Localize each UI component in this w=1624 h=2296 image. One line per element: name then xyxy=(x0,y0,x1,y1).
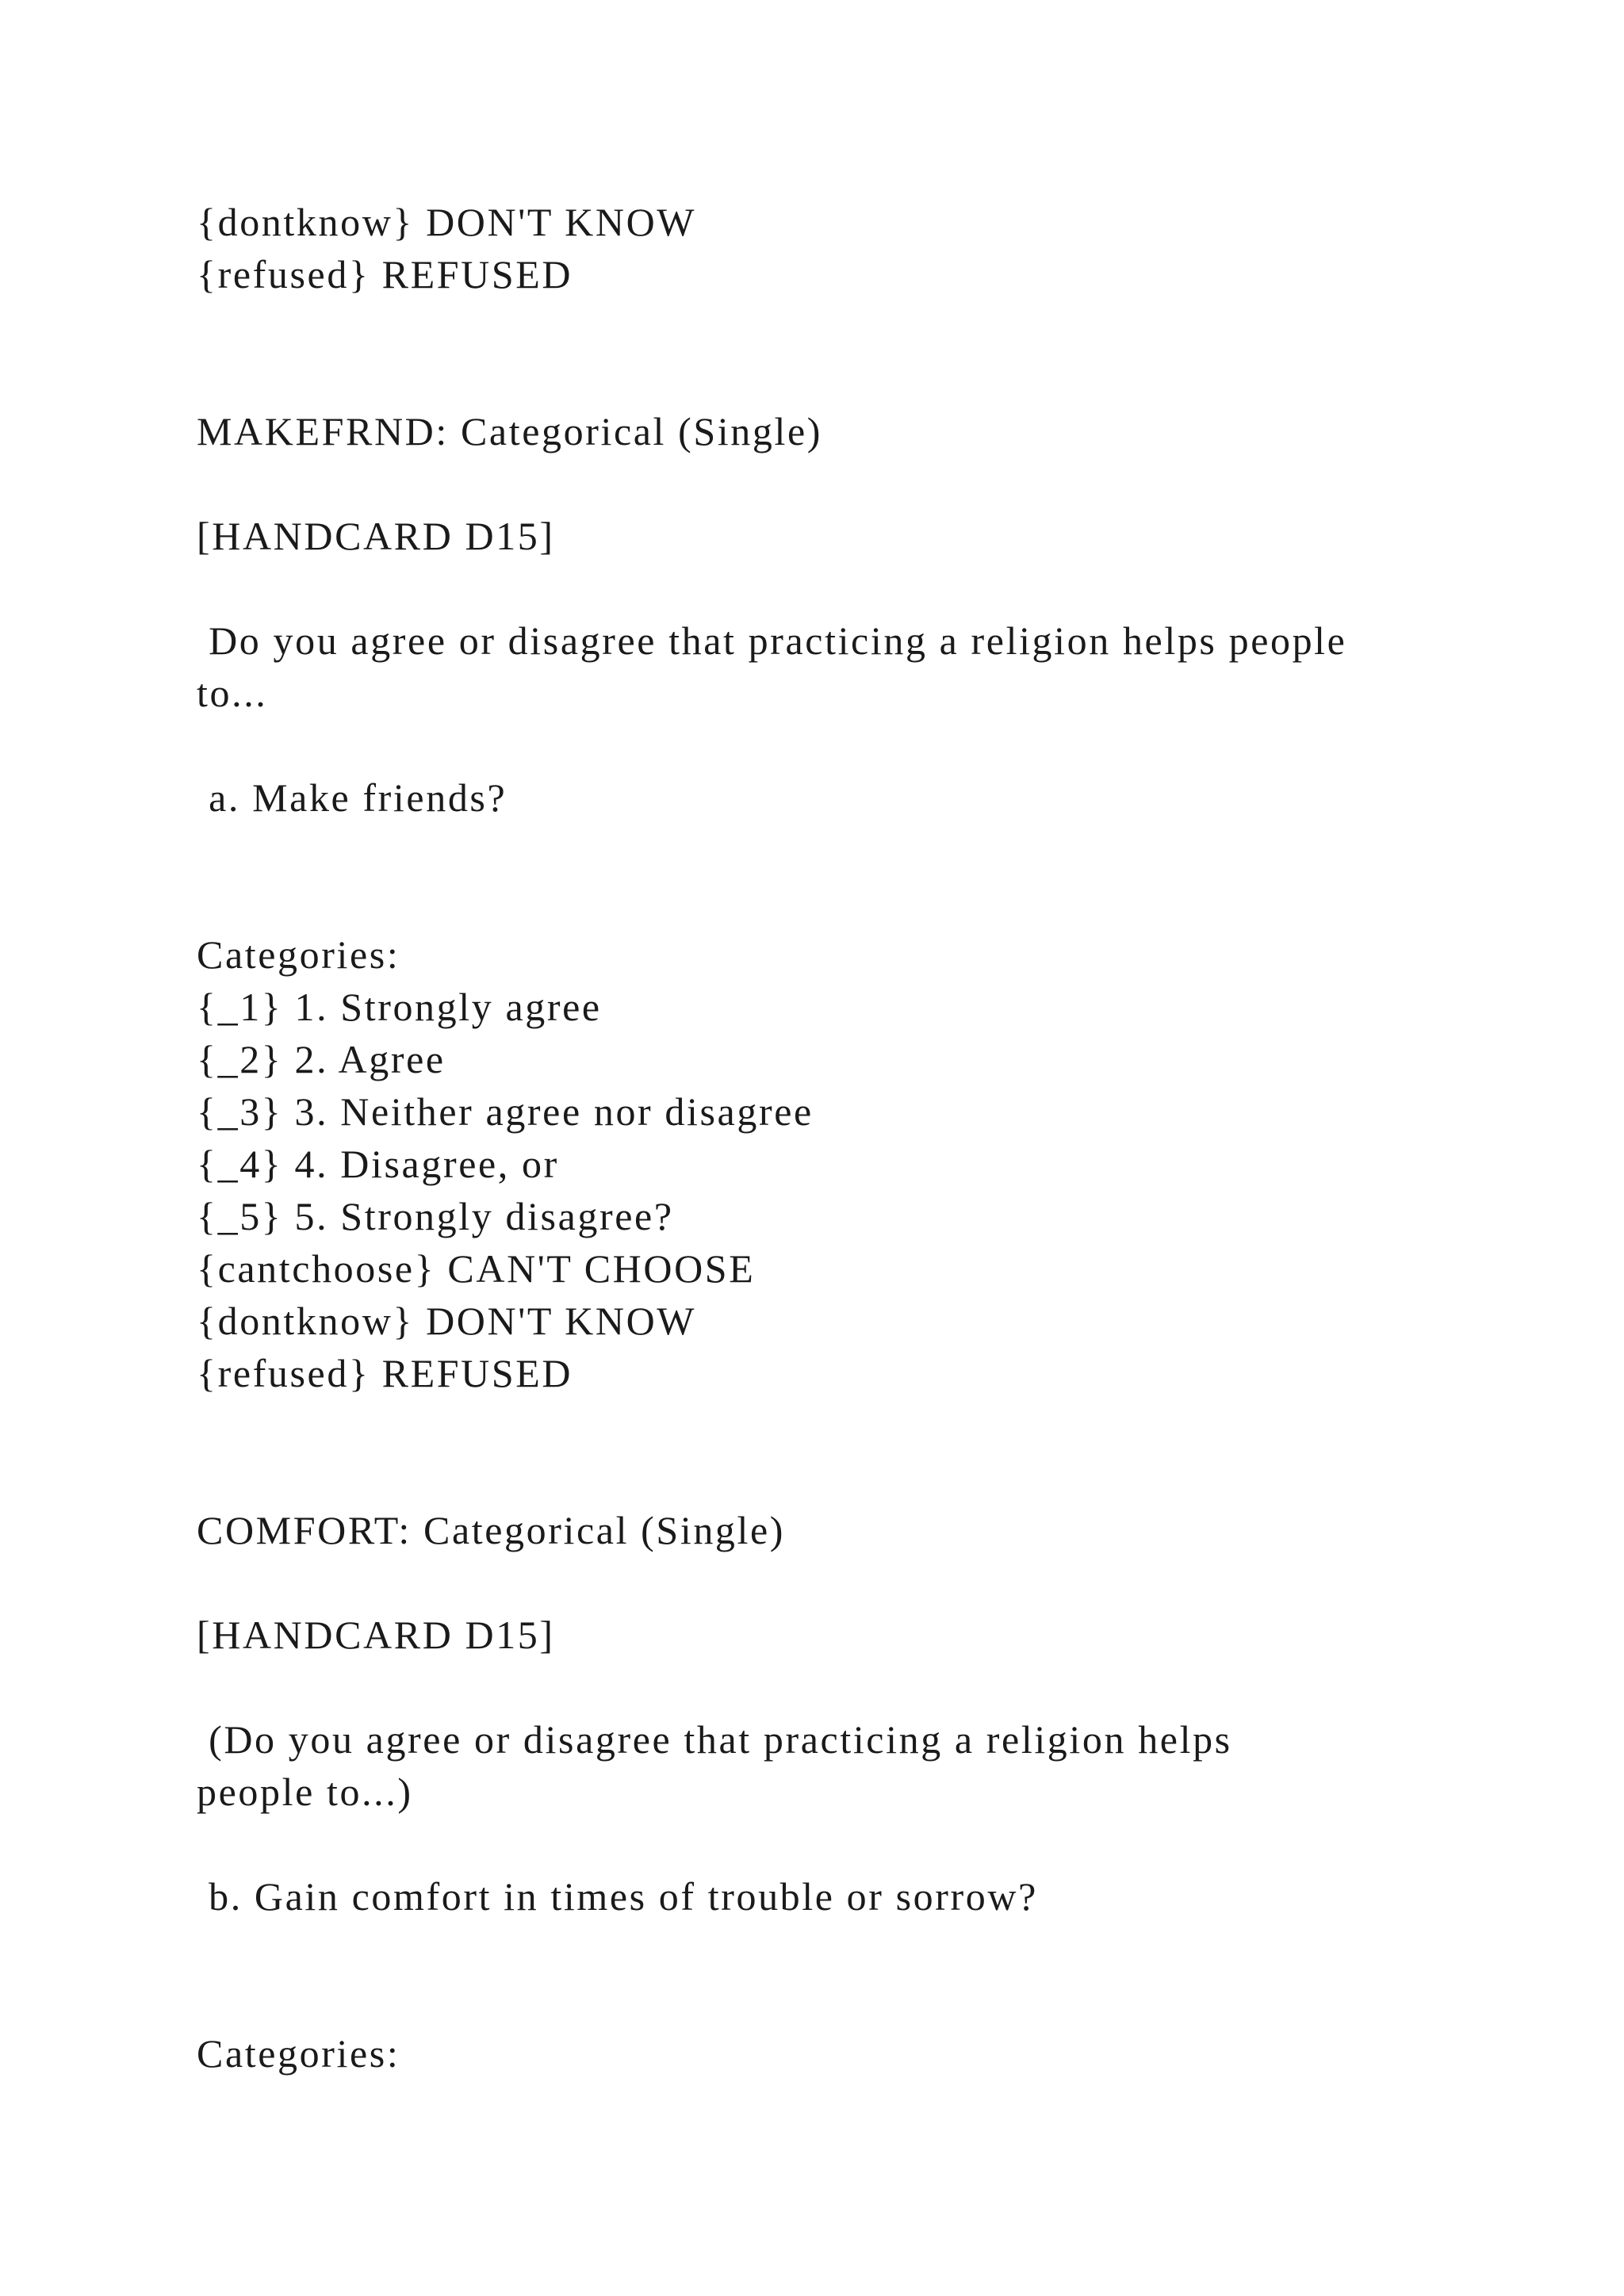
question-text-continued: to... xyxy=(197,671,268,715)
question-text: Do you agree or disagree that practicing a religion helps people xyxy=(197,618,1347,663)
category-option: {_1} 1. Strongly agree xyxy=(197,985,602,1029)
question-header-comfort: COMFORT: Categorical (Single) xyxy=(197,1508,786,1552)
category-option: {_5} 5. Strongly disagree? xyxy=(197,1194,674,1238)
handcard-label: [HANDCARD D15] xyxy=(197,514,555,558)
category-option: {_2} 2. Agree xyxy=(197,1037,446,1081)
category-option: {dontknow} DON'T KNOW xyxy=(197,1299,697,1343)
categories-label: Categories: xyxy=(197,2031,400,2076)
category-option: {_4} 4. Disagree, or xyxy=(197,1142,559,1186)
category-option: {cantchoose} CAN'T CHOOSE xyxy=(197,1246,756,1291)
question-text: (Do you agree or disagree that practicing a religion helps xyxy=(197,1717,1232,1762)
question-header-makefrnd: MAKEFRND: Categorical (Single) xyxy=(197,409,823,453)
question-text-continued: people to...) xyxy=(197,1770,413,1814)
category-option: {refused} REFUSED xyxy=(197,1351,573,1395)
option-refused: {refused} REFUSED xyxy=(197,252,573,297)
categories-label: Categories: xyxy=(197,932,400,977)
question-item-a: a. Make friends? xyxy=(197,775,508,820)
category-option: {_3} 3. Neither agree nor disagree xyxy=(197,1089,814,1134)
handcard-label: [HANDCARD D15] xyxy=(197,1613,555,1657)
question-item-b: b. Gain comfort in times of trouble or sorrow? xyxy=(197,1874,1038,1919)
option-dontknow: {dontknow} DON'T KNOW xyxy=(197,200,697,244)
